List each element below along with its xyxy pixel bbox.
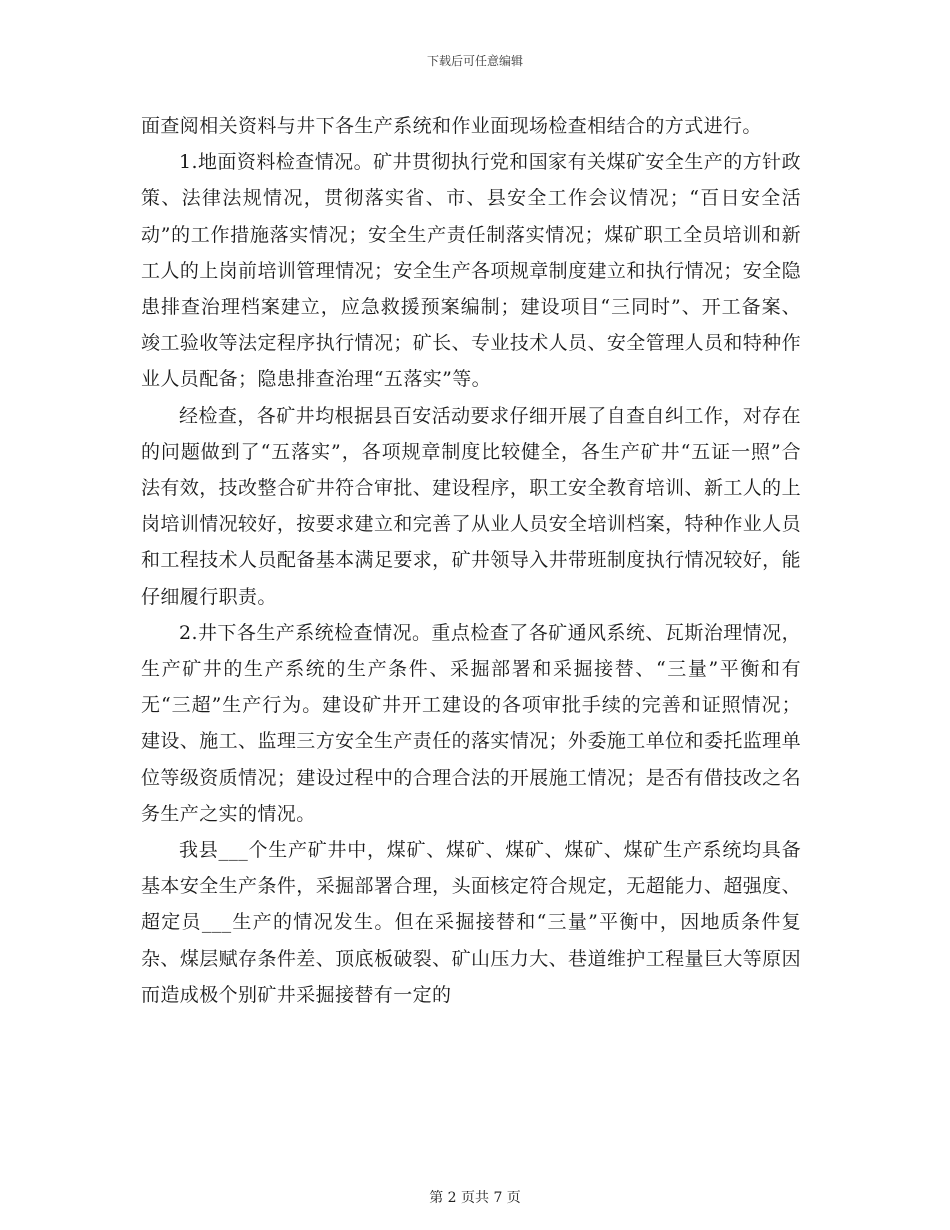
page-number-footer: 第 2 页共 7 页 (429, 1190, 521, 1206)
document-body (141, 108, 801, 1013)
paragraph-underground-inspection: 2.井下各生产系统检查情况。重点检查了各矿通风系统、瓦斯治理情况，生产矿井的生产系统的生产条件、采掘部署和采掘接替、“三量”平衡和有无“三超”生产行为。建设矿井开工建设的各项审批手续的完善和证照情况；建设、施工、监理三方安全生产责任的落实情况；外委施工单位和委托监理单位等级资质情况；建设过程中的合理合法的开展施工情况；是否有借技改之名务生产之实的情况。 (141, 621, 801, 825)
paragraph-continuation: 面查阅相关资料与井下各生产系统和作业面现场检查相结合的方式进行。 (141, 115, 762, 137)
paragraph-county-mines: 我县___个生产矿井中，煤矿、煤矿、煤矿、煤矿、煤矿生产系统均具备基本安全生产条件，采掘部署合理，头面核定符合规定，无超能力、超强度、超定员___生产的情况发生。但在采掘接替和“三量”平衡中，因地质条件复杂、煤层赋存条件差、顶底板破裂、矿山压力大、巷道维护工程量巨大等原因而造成极个别矿井采掘接替有一定的 (141, 839, 801, 1006)
paragraph-surface-inspection: 1.地面资料检查情况。矿井贯彻执行党和国家有关煤矿安全生产的方针政策、法律法规情况，贯彻落实省、市、县安全工作会议情况；“百日安全活动”的工作措施落实情况；安全生产责任制落实情况；煤矿职工全员培训和新工人的上岗前培训管理情况；安全生产各项规章制度建立和执行情况；安全隐患排查治理档案建立，应急救援预案编制；建设项目“三同时”、开工备案、竣工验收等法定程序执行情况；矿长、专业技术人员、安全管理人员和特种作业人员配备；隐患排查治理“五落实”等。 (141, 151, 801, 391)
paragraph-inspection-result: 经检查，各矿井均根据县百安活动要求仔细开展了自查自纠工作，对存在的问题做到了“五落实”，各项规章制度比较健全，各生产矿井“五证一照”合法有效，技改整合矿井符合审批、建设程序，职工安全教育培训、新工人的上岗培训情况较好，按要求建立和完善了从业人员安全培训档案，特种作业人员和工程技术人员配备基本满足要求，矿井领导入井带班制度执行情况较好，能仔细履行职责。 (141, 404, 801, 608)
page-header: 下载后可任意编辑 (426, 54, 523, 68)
